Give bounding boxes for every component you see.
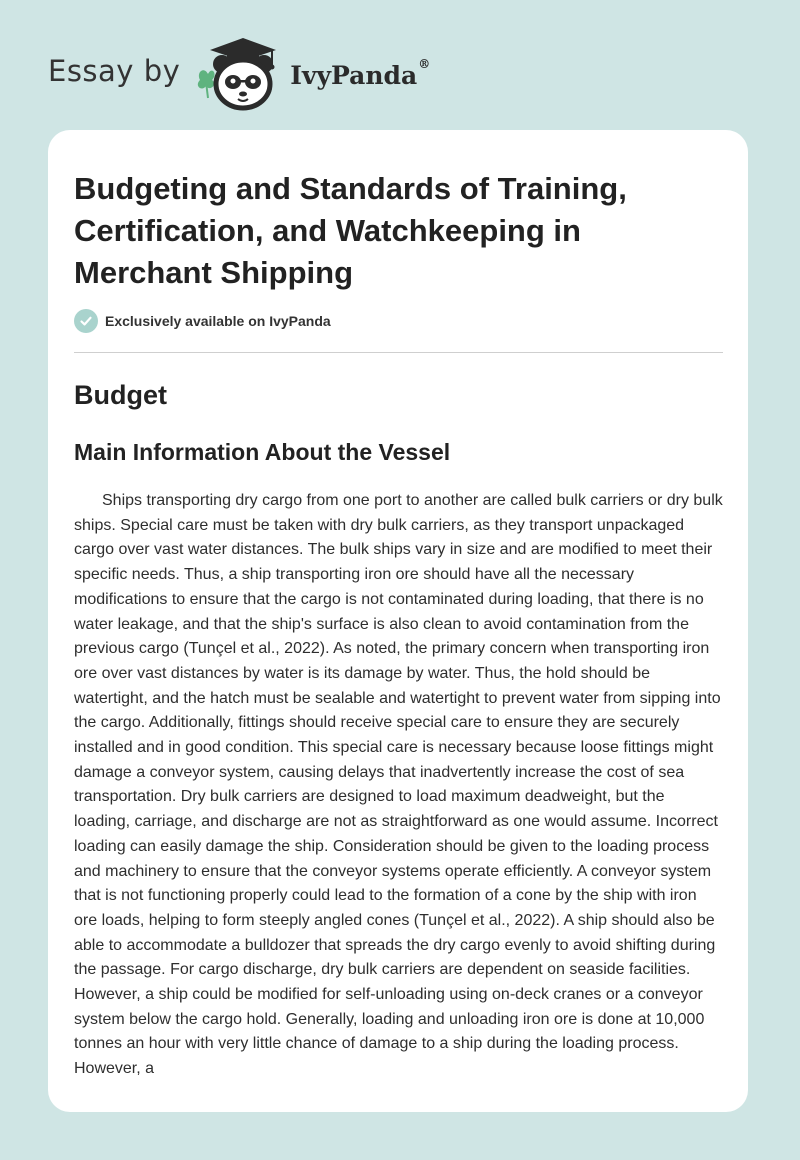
essay-by-label: Essay by — [48, 54, 181, 88]
body-paragraph: Ships transporting dry cargo from one port to another are called bulk carriers or dry bulk ships. Special care must be taken with dry bulk carriers, as they transport unpackaged cargo over vast water distances. The bulk ships vary in size and are modified to meet their specific needs. Thus, a ship transporting iron ore should have all the necessary modifications to ensure that the cargo is not contaminated during loading, that there is no water leakage, and that the ship's surface is also clean to avoid contamination from the previous cargo (Tunçel et al., 2022). As noted, the primary concern when transporting iron ore over vast distances by water is its damage by water. Thus, the hold should be watertight, and the hatch must be sealable and watertight to prevent water from sipping into the cargo. Additionally, fittings should receive special care to ensure they are securely installed and in good condition. This special care is necessary because loose fittings might damage a conveyor system, causing delays that inadvertently increase the cost of sea transportation. Dry bulk carriers are designed to load maximum deadweight, but the loading, carriage, and discharge are not as straightforward as one would assume. Incorrect loading can easily damage the ship. Consideration should be given to the loading process and machinery to ensure that the conveyor systems operate efficiently. A conveyor system that is not functioning properly could lead to the formation of a cone by the ship with iron ore loads, helping to form steeply angled cones (Tunçel et al., 2022). A ship should also be able to accommodate a bulldozer that spreads the dry cargo evenly to avoid shifting during the passage. For cargo discharge, dry bulk carriers are dependent on seaside facilities. However, a ship could be modified for self-unloading using on-deck cranes or a conveyor system below the cargo hold. Generally, loading and unloading iron ore is done at 10,000 tonnes an hour with very little chance of damage to a ship during the loading process. However, a — [74, 492, 723, 1078]
badge-label: Exclusively available on IvyPanda — [105, 313, 331, 329]
checkmark-icon — [74, 309, 98, 333]
brand-text: IvyPanda — [290, 60, 418, 90]
article-card — [48, 130, 748, 1112]
subsection-heading: Main Information About the Vessel — [74, 439, 451, 465]
brand-name[interactable] — [290, 56, 431, 90]
registered-mark: ® — [418, 56, 431, 71]
divider — [74, 352, 723, 353]
site-header — [48, 34, 430, 114]
panda-logo-icon[interactable] — [194, 34, 284, 114]
article-title: Budgeting and Standards of Training, Certification, and Watchkeeping in Merchant Shipping — [74, 171, 627, 290]
section-heading: Budget — [74, 380, 167, 410]
exclusive-badge — [74, 308, 722, 334]
